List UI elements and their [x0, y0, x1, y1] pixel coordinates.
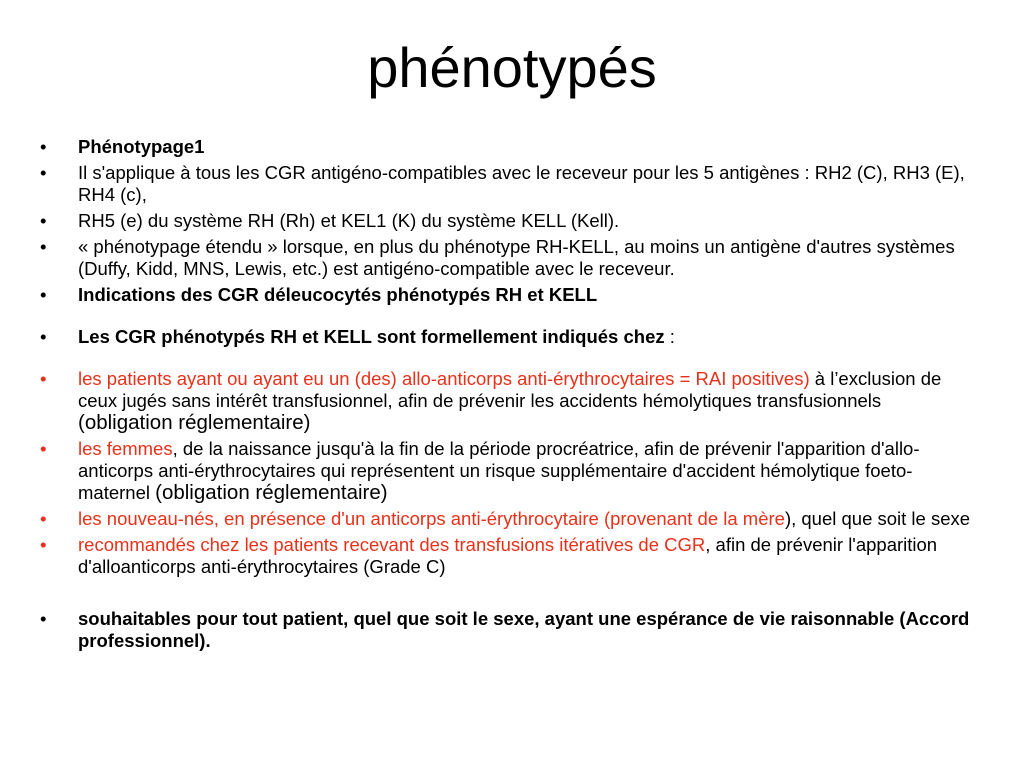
- bullet-item-indications: [36, 284, 976, 306]
- bullet-text-highlight: les femmes: [78, 438, 173, 459]
- bullet-glyph: •: [40, 368, 47, 389]
- bullet-text: , afin de prévenir l'apparition d'alloanticorps anti-érythrocytaires (Grade C): [78, 534, 938, 577]
- bullet-glyph: •: [40, 136, 47, 157]
- bullet-text: , de la naissance jusqu'à la fin de la période procréatrice, afin de prévenir l'apparition d'allo-anticorps anti-érythrocytaires qui représentent un risque supplémentaire d'accident hémolytique foeto-maternel: [78, 438, 920, 503]
- bullet-glyph: •: [40, 326, 47, 347]
- bullet-glyph: •: [40, 236, 47, 257]
- bullet-glyph: •: [40, 210, 47, 231]
- bullet-glyph: •: [40, 284, 47, 305]
- bullet-glyph: •: [40, 608, 47, 629]
- bullet-item-transfusions-iteratives: [36, 534, 976, 578]
- bullet-item-antigens: [36, 162, 976, 206]
- bullet-text: « phénotypage étendu » lorsque, en plus du phénotype RH-KELL, au moins un antigène d'autres systèmes (Duffy, Kidd, MNS, Lewis, etc.) est antigéno-compatible avec le receveur.: [78, 236, 955, 279]
- bullet-item-phenotypage: [36, 136, 976, 158]
- bullet-glyph: •: [40, 438, 47, 459]
- bullet-glyph: •: [40, 162, 47, 183]
- bullet-item-femmes: [36, 438, 976, 504]
- bullet-text-highlight: les patients ayant ou ayant eu un (des) allo-anticorps anti-érythrocytaires = RAI positives): [78, 368, 810, 389]
- bullet-text: Phénotypage1: [78, 136, 205, 157]
- bullet-item-rh5-kel1: [36, 210, 976, 232]
- bullet-text: souhaitables pour tout patient, quel que soit le sexe, ayant une espérance de vie raisonnable (Accord professionnel).: [78, 608, 970, 651]
- bullet-item-nouveau-nes: [36, 508, 976, 530]
- bullet-item-souhaitables: [36, 608, 976, 652]
- bullet-list: [36, 136, 976, 656]
- bullet-glyph: •: [40, 508, 47, 529]
- bullet-item-patients-rai: [36, 368, 976, 434]
- bullet-text: Indications des CGR déleucocytés phénotypés RH et KELL: [78, 284, 598, 305]
- bullet-glyph: •: [40, 534, 47, 555]
- bullet-text-obligation: (obligation réglementaire): [78, 411, 311, 434]
- bullet-text: Il s'applique à tous les CGR antigéno-compatibles avec le receveur pour les 5 antigènes : RH2 (C), RH3 (E), RH4 (c),: [78, 162, 965, 205]
- bullet-item-phenotypage-etendu: [36, 236, 976, 280]
- bullet-text-highlight: les nouveau-nés, en présence d'un anticorps anti-érythrocytaire (provenant de la mère: [78, 508, 785, 529]
- slide-title: phénotypés: [367, 36, 657, 99]
- bullet-text-suffix: :: [664, 326, 675, 347]
- bullet-text: à l’exclusion de ceux jugés sans intérêt transfusionnel, afin de prévenir les accidents hémolytiques transfusionnels: [78, 368, 942, 411]
- bullet-text-bold: Les CGR phénotypés RH et KELL sont formellement indiqués chez: [78, 326, 665, 347]
- bullet-text-obligation: (obligation réglementaire): [155, 481, 388, 504]
- bullet-text: RH5 (e) du système RH (Rh) et KEL1 (K) du système KELL (Kell).: [78, 210, 620, 231]
- bullet-text-highlight: recommandés chez les patients recevant des transfusions itératives de CGR: [78, 534, 706, 555]
- bullet-item-formellement-indiques: [36, 326, 976, 348]
- bullet-text: ), quel que soit le sexe: [784, 508, 971, 529]
